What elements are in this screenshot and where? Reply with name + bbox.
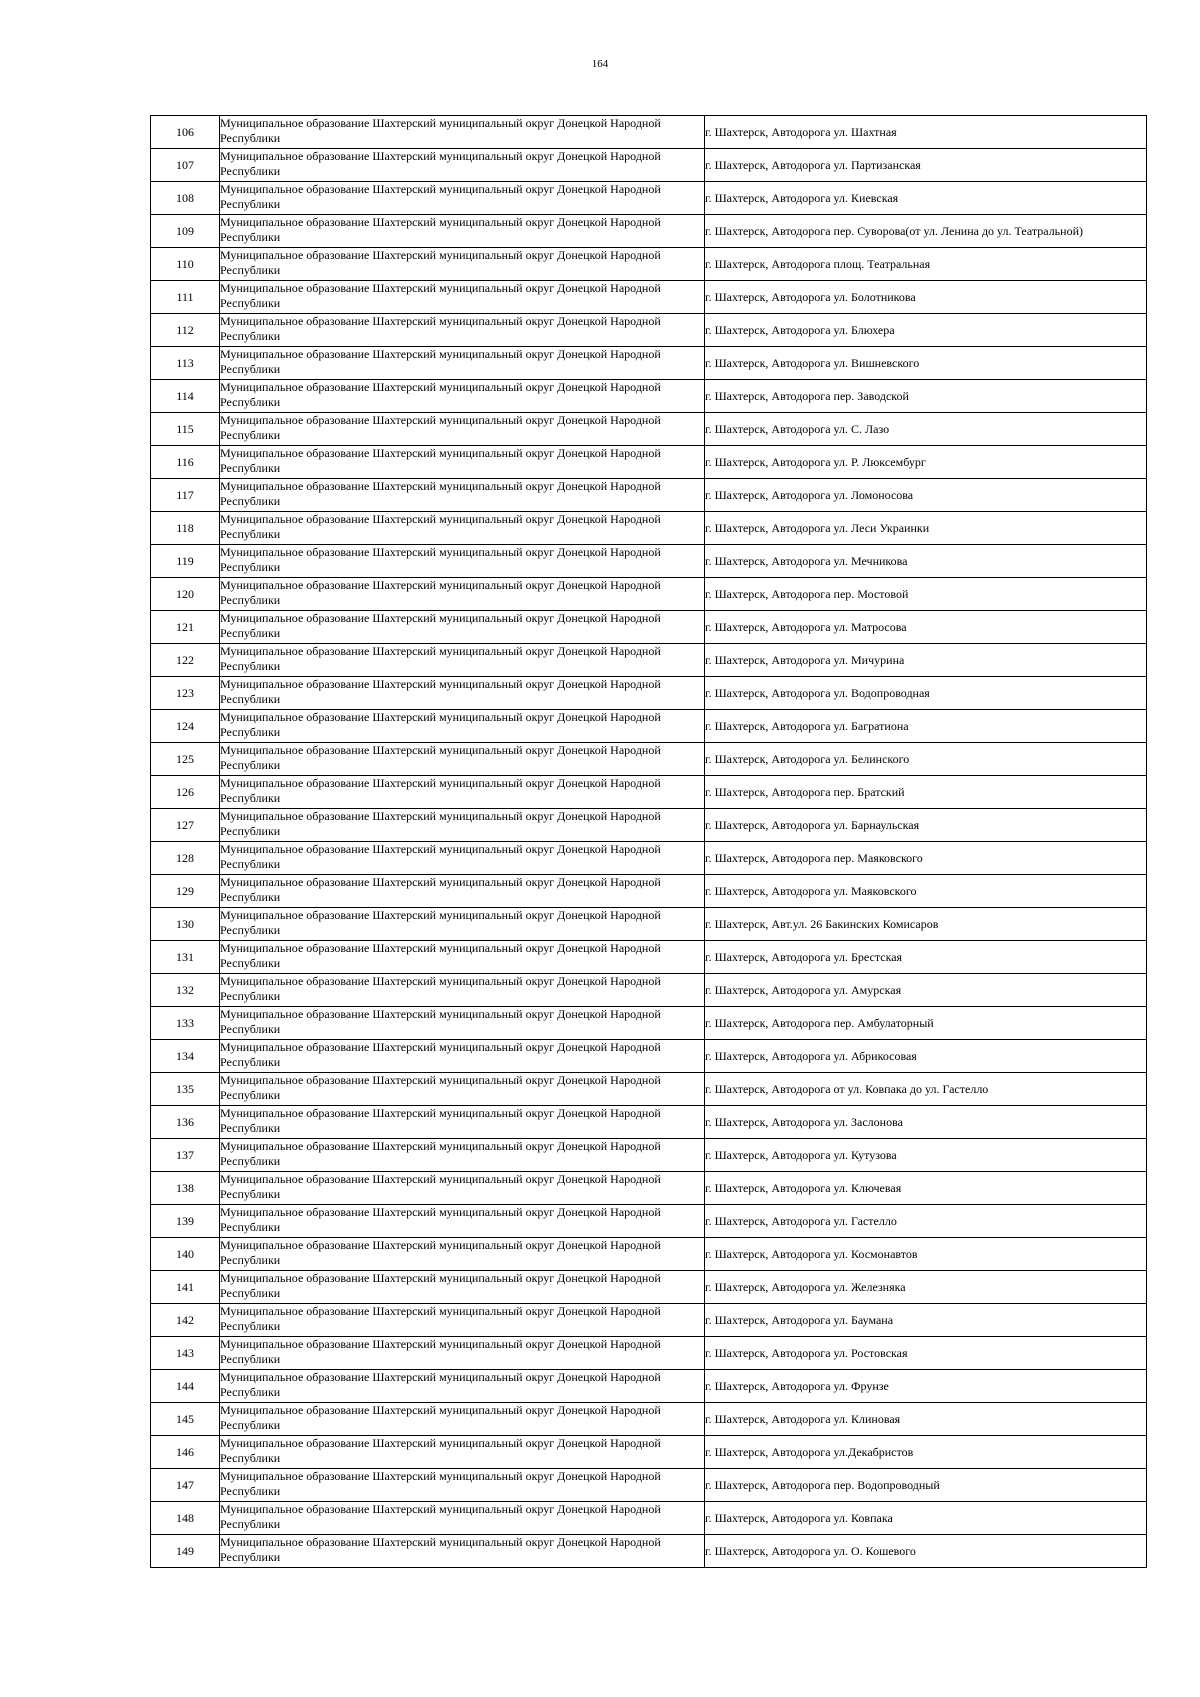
owner-organization-cell: Муниципальное образование Шахтерский муниципальный округ Донецкой Народной Республики — [220, 842, 705, 875]
table-row — [151, 545, 1147, 578]
row-number-cell: 127 — [151, 809, 220, 842]
owner-organization-cell: Муниципальное образование Шахтерский муниципальный округ Донецкой Народной Республики — [220, 710, 705, 743]
table-row — [151, 908, 1147, 941]
row-number-cell: 118 — [151, 512, 220, 545]
table-row — [151, 875, 1147, 908]
road-address-cell: г. Шахтерск, Автодорога ул. Водопроводная — [705, 677, 1147, 710]
road-address-cell: г. Шахтерск, Автодорога ул. Амурская — [705, 974, 1147, 1007]
owner-organization-cell: Муниципальное образование Шахтерский муниципальный округ Донецкой Народной Республики — [220, 1271, 705, 1304]
road-address-cell: г. Шахтерск, Автодорога пер. Суворова(от ул. Ленина до ул. Театральной) — [705, 215, 1147, 248]
owner-organization-cell: Муниципальное образование Шахтерский муниципальный округ Донецкой Народной Республики — [220, 644, 705, 677]
road-address-cell: г. Шахтерск, Автодорога пер. Маяковского — [705, 842, 1147, 875]
road-address-cell: г. Шахтерск, Автодорога ул. Железняка — [705, 1271, 1147, 1304]
road-address-cell: г. Шахтерск, Автодорога ул. Блюхера — [705, 314, 1147, 347]
owner-organization-cell: Муниципальное образование Шахтерский муниципальный округ Донецкой Народной Республики — [220, 380, 705, 413]
road-address-cell: г. Шахтерск, Автодорога пер. Водопроводный — [705, 1469, 1147, 1502]
table-row — [151, 1106, 1147, 1139]
road-address-cell: г. Шахтерск, Автодорога ул. Шахтная — [705, 116, 1147, 149]
row-number-cell: 114 — [151, 380, 220, 413]
row-number-cell: 119 — [151, 545, 220, 578]
row-number-cell: 125 — [151, 743, 220, 776]
owner-organization-cell: Муниципальное образование Шахтерский муниципальный округ Донецкой Народной Республики — [220, 248, 705, 281]
table-row — [151, 1238, 1147, 1271]
road-address-cell: г. Шахтерск, Автодорога ул. Баумана — [705, 1304, 1147, 1337]
owner-organization-cell: Муниципальное образование Шахтерский муниципальный округ Донецкой Народной Республики — [220, 1370, 705, 1403]
owner-organization-cell: Муниципальное образование Шахтерский муниципальный округ Донецкой Народной Республики — [220, 941, 705, 974]
owner-organization-cell: Муниципальное образование Шахтерский муниципальный округ Донецкой Народной Республики — [220, 116, 705, 149]
road-address-cell: г. Шахтерск, Автодорога ул. Болотникова — [705, 281, 1147, 314]
owner-organization-cell: Муниципальное образование Шахтерский муниципальный округ Донецкой Народной Республики — [220, 314, 705, 347]
row-number-cell: 112 — [151, 314, 220, 347]
table-row — [151, 1502, 1147, 1535]
table-row — [151, 1304, 1147, 1337]
table-row — [151, 1337, 1147, 1370]
row-number-cell: 108 — [151, 182, 220, 215]
row-number-cell: 126 — [151, 776, 220, 809]
table-row — [151, 677, 1147, 710]
table-row — [151, 479, 1147, 512]
road-address-cell: г. Шахтерск, Автодорога ул. Белинского — [705, 743, 1147, 776]
row-number-cell: 148 — [151, 1502, 220, 1535]
row-number-cell: 136 — [151, 1106, 220, 1139]
owner-organization-cell: Муниципальное образование Шахтерский муниципальный округ Донецкой Народной Республики — [220, 578, 705, 611]
road-address-cell: г. Шахтерск, Авт.ул. 26 Бакинских Комисаров — [705, 908, 1147, 941]
table-row — [151, 710, 1147, 743]
row-number-cell: 115 — [151, 413, 220, 446]
road-address-cell: г. Шахтерск, Автодорога ул. Ростовская — [705, 1337, 1147, 1370]
road-address-cell: г. Шахтерск, Автодорога ул. Брестская — [705, 941, 1147, 974]
row-number-cell: 145 — [151, 1403, 220, 1436]
table-row — [151, 1139, 1147, 1172]
row-number-cell: 139 — [151, 1205, 220, 1238]
owner-organization-cell: Муниципальное образование Шахтерский муниципальный округ Донецкой Народной Республики — [220, 1502, 705, 1535]
table-row — [151, 776, 1147, 809]
row-number-cell: 147 — [151, 1469, 220, 1502]
road-address-cell: г. Шахтерск, Автодорога ул. Фрунзе — [705, 1370, 1147, 1403]
row-number-cell: 143 — [151, 1337, 220, 1370]
table-row — [151, 743, 1147, 776]
row-number-cell: 129 — [151, 875, 220, 908]
row-number-cell: 106 — [151, 116, 220, 149]
owner-organization-cell: Муниципальное образование Шахтерский муниципальный округ Донецкой Народной Республики — [220, 743, 705, 776]
owner-organization-cell: Муниципальное образование Шахтерский муниципальный округ Донецкой Народной Республики — [220, 1238, 705, 1271]
owner-organization-cell: Муниципальное образование Шахтерский муниципальный округ Донецкой Народной Республики — [220, 347, 705, 380]
road-address-cell: г. Шахтерск, Автодорога от ул. Ковпака до ул. Гастелло — [705, 1073, 1147, 1106]
row-number-cell: 138 — [151, 1172, 220, 1205]
table-row — [151, 578, 1147, 611]
owner-organization-cell: Муниципальное образование Шахтерский муниципальный округ Донецкой Народной Республики — [220, 1535, 705, 1568]
table-row — [151, 347, 1147, 380]
table-row — [151, 1469, 1147, 1502]
road-address-cell: г. Шахтерск, Автодорога ул. Мечникова — [705, 545, 1147, 578]
table-row — [151, 413, 1147, 446]
row-number-cell: 130 — [151, 908, 220, 941]
road-address-cell: г. Шахтерск, Автодорога ул. Р. Люксембург — [705, 446, 1147, 479]
row-number-cell: 116 — [151, 446, 220, 479]
owner-organization-cell: Муниципальное образование Шахтерский муниципальный округ Донецкой Народной Республики — [220, 809, 705, 842]
owner-organization-cell: Муниципальное образование Шахтерский муниципальный округ Донецкой Народной Республики — [220, 1040, 705, 1073]
row-number-cell: 107 — [151, 149, 220, 182]
owner-organization-cell: Муниципальное образование Шахтерский муниципальный округ Донецкой Народной Республики — [220, 182, 705, 215]
owner-organization-cell: Муниципальное образование Шахтерский муниципальный округ Донецкой Народной Республики — [220, 974, 705, 1007]
row-number-cell: 110 — [151, 248, 220, 281]
row-number-cell: 141 — [151, 1271, 220, 1304]
owner-organization-cell: Муниципальное образование Шахтерский муниципальный округ Донецкой Народной Республики — [220, 215, 705, 248]
owner-organization-cell: Муниципальное образование Шахтерский муниципальный округ Донецкой Народной Республики — [220, 545, 705, 578]
row-number-cell: 109 — [151, 215, 220, 248]
road-address-cell: г. Шахтерск, Автодорога пер. Мостовой — [705, 578, 1147, 611]
owner-organization-cell: Муниципальное образование Шахтерский муниципальный округ Донецкой Народной Республики — [220, 611, 705, 644]
road-address-cell: г. Шахтерск, Автодорога площ. Театральная — [705, 248, 1147, 281]
table-row — [151, 1172, 1147, 1205]
table-row — [151, 1535, 1147, 1568]
table-row — [151, 1403, 1147, 1436]
registry-table-body — [151, 116, 1147, 1568]
road-address-cell: г. Шахтерск, Автодорога пер. Амбулаторный — [705, 1007, 1147, 1040]
row-number-cell: 131 — [151, 941, 220, 974]
row-number-cell: 137 — [151, 1139, 220, 1172]
row-number-cell: 134 — [151, 1040, 220, 1073]
owner-organization-cell: Муниципальное образование Шахтерский муниципальный округ Донецкой Народной Республики — [220, 677, 705, 710]
owner-organization-cell: Муниципальное образование Шахтерский муниципальный округ Донецкой Народной Республики — [220, 1469, 705, 1502]
owner-organization-cell: Муниципальное образование Шахтерский муниципальный округ Донецкой Народной Республики — [220, 776, 705, 809]
owner-organization-cell: Муниципальное образование Шахтерский муниципальный округ Донецкой Народной Республики — [220, 875, 705, 908]
table-row — [151, 974, 1147, 1007]
table-row — [151, 1436, 1147, 1469]
table-row — [151, 941, 1147, 974]
owner-organization-cell: Муниципальное образование Шахтерский муниципальный округ Донецкой Народной Республики — [220, 1139, 705, 1172]
road-address-cell: г. Шахтерск, Автодорога ул. С. Лазо — [705, 413, 1147, 446]
owner-organization-cell: Муниципальное образование Шахтерский муниципальный округ Донецкой Народной Республики — [220, 413, 705, 446]
owner-organization-cell: Муниципальное образование Шахтерский муниципальный округ Донецкой Народной Республики — [220, 1007, 705, 1040]
owner-organization-cell: Муниципальное образование Шахтерский муниципальный округ Донецкой Народной Республики — [220, 149, 705, 182]
row-number-cell: 120 — [151, 578, 220, 611]
owner-organization-cell: Муниципальное образование Шахтерский муниципальный округ Донецкой Народной Республики — [220, 1337, 705, 1370]
road-address-cell: г. Шахтерск, Автодорога ул. Маяковского — [705, 875, 1147, 908]
table-row — [151, 611, 1147, 644]
road-address-cell: г. Шахтерск, Автодорога ул. Леси Украинки — [705, 512, 1147, 545]
road-address-cell: г. Шахтерск, Автодорога ул. Ковпака — [705, 1502, 1147, 1535]
owner-organization-cell: Муниципальное образование Шахтерский муниципальный округ Донецкой Народной Республики — [220, 479, 705, 512]
table-row — [151, 182, 1147, 215]
row-number-cell: 124 — [151, 710, 220, 743]
road-address-cell: г. Шахтерск, Автодорога ул. Барнаульская — [705, 809, 1147, 842]
row-number-cell: 121 — [151, 611, 220, 644]
road-address-cell: г. Шахтерск, Автодорога ул. Кутузова — [705, 1139, 1147, 1172]
row-number-cell: 128 — [151, 842, 220, 875]
row-number-cell: 140 — [151, 1238, 220, 1271]
road-address-cell: г. Шахтерск, Автодорога пер. Братский — [705, 776, 1147, 809]
table-row — [151, 1007, 1147, 1040]
road-address-cell: г. Шахтерск, Автодорога ул. Клиновая — [705, 1403, 1147, 1436]
owner-organization-cell: Муниципальное образование Шахтерский муниципальный округ Донецкой Народной Республики — [220, 1403, 705, 1436]
owner-organization-cell: Муниципальное образование Шахтерский муниципальный округ Донецкой Народной Республики — [220, 281, 705, 314]
table-row — [151, 281, 1147, 314]
table-row — [151, 446, 1147, 479]
road-address-cell: г. Шахтерск, Автодорога ул. Космонавтов — [705, 1238, 1147, 1271]
page-number: 164 — [591, 58, 609, 70]
row-number-cell: 144 — [151, 1370, 220, 1403]
table-row — [151, 248, 1147, 281]
owner-organization-cell: Муниципальное образование Шахтерский муниципальный округ Донецкой Народной Республики — [220, 1073, 705, 1106]
row-number-cell: 117 — [151, 479, 220, 512]
road-address-cell: г. Шахтерск, Автодорога ул.Декабристов — [705, 1436, 1147, 1469]
table-row — [151, 842, 1147, 875]
road-address-cell: г. Шахтерск, Автодорога ул. Матросова — [705, 611, 1147, 644]
table-row — [151, 512, 1147, 545]
road-address-cell: г. Шахтерск, Автодорога ул. Вишневского — [705, 347, 1147, 380]
road-address-cell: г. Шахтерск, Автодорога пер. Заводской — [705, 380, 1147, 413]
owner-organization-cell: Муниципальное образование Шахтерский муниципальный округ Донецкой Народной Республики — [220, 1106, 705, 1139]
table-row — [151, 1370, 1147, 1403]
road-address-cell: г. Шахтерск, Автодорога ул. Партизанская — [705, 149, 1147, 182]
owner-organization-cell: Муниципальное образование Шахтерский муниципальный округ Донецкой Народной Республики — [220, 908, 705, 941]
owner-organization-cell: Муниципальное образование Шахтерский муниципальный округ Донецкой Народной Республики — [220, 1436, 705, 1469]
road-address-cell: г. Шахтерск, Автодорога ул. Ключевая — [705, 1172, 1147, 1205]
road-address-cell: г. Шахтерск, Автодорога ул. Мичурина — [705, 644, 1147, 677]
road-address-cell: г. Шахтерск, Автодорога ул. О. Кошевого — [705, 1535, 1147, 1568]
row-number-cell: 122 — [151, 644, 220, 677]
row-number-cell: 135 — [151, 1073, 220, 1106]
owner-organization-cell: Муниципальное образование Шахтерский муниципальный округ Донецкой Народной Республики — [220, 446, 705, 479]
table-row — [151, 215, 1147, 248]
table-row — [151, 380, 1147, 413]
road-address-cell: г. Шахтерск, Автодорога ул. Киевская — [705, 182, 1147, 215]
road-address-cell: г. Шахтерск, Автодорога ул. Заслонова — [705, 1106, 1147, 1139]
row-number-cell: 123 — [151, 677, 220, 710]
table-row — [151, 116, 1147, 149]
road-address-cell: г. Шахтерск, Автодорога ул. Абрикосовая — [705, 1040, 1147, 1073]
row-number-cell: 142 — [151, 1304, 220, 1337]
row-number-cell: 132 — [151, 974, 220, 1007]
table-row — [151, 644, 1147, 677]
road-address-cell: г. Шахтерск, Автодорога ул. Гастелло — [705, 1205, 1147, 1238]
row-number-cell: 149 — [151, 1535, 220, 1568]
row-number-cell: 133 — [151, 1007, 220, 1040]
row-number-cell: 146 — [151, 1436, 220, 1469]
owner-organization-cell: Муниципальное образование Шахтерский муниципальный округ Донецкой Народной Республики — [220, 1172, 705, 1205]
road-address-cell: г. Шахтерск, Автодорога ул. Ломоносова — [705, 479, 1147, 512]
registry-table — [150, 115, 1147, 1568]
owner-organization-cell: Муниципальное образование Шахтерский муниципальный округ Донецкой Народной Республики — [220, 512, 705, 545]
table-row — [151, 809, 1147, 842]
table-row — [151, 1271, 1147, 1304]
road-address-cell: г. Шахтерск, Автодорога ул. Багратиона — [705, 710, 1147, 743]
table-row — [151, 1073, 1147, 1106]
owner-organization-cell: Муниципальное образование Шахтерский муниципальный округ Донецкой Народной Республики — [220, 1205, 705, 1238]
table-row — [151, 1205, 1147, 1238]
table-row — [151, 1040, 1147, 1073]
row-number-cell: 113 — [151, 347, 220, 380]
table-row — [151, 314, 1147, 347]
row-number-cell: 111 — [151, 281, 220, 314]
owner-organization-cell: Муниципальное образование Шахтерский муниципальный округ Донецкой Народной Республики — [220, 1304, 705, 1337]
table-row — [151, 149, 1147, 182]
